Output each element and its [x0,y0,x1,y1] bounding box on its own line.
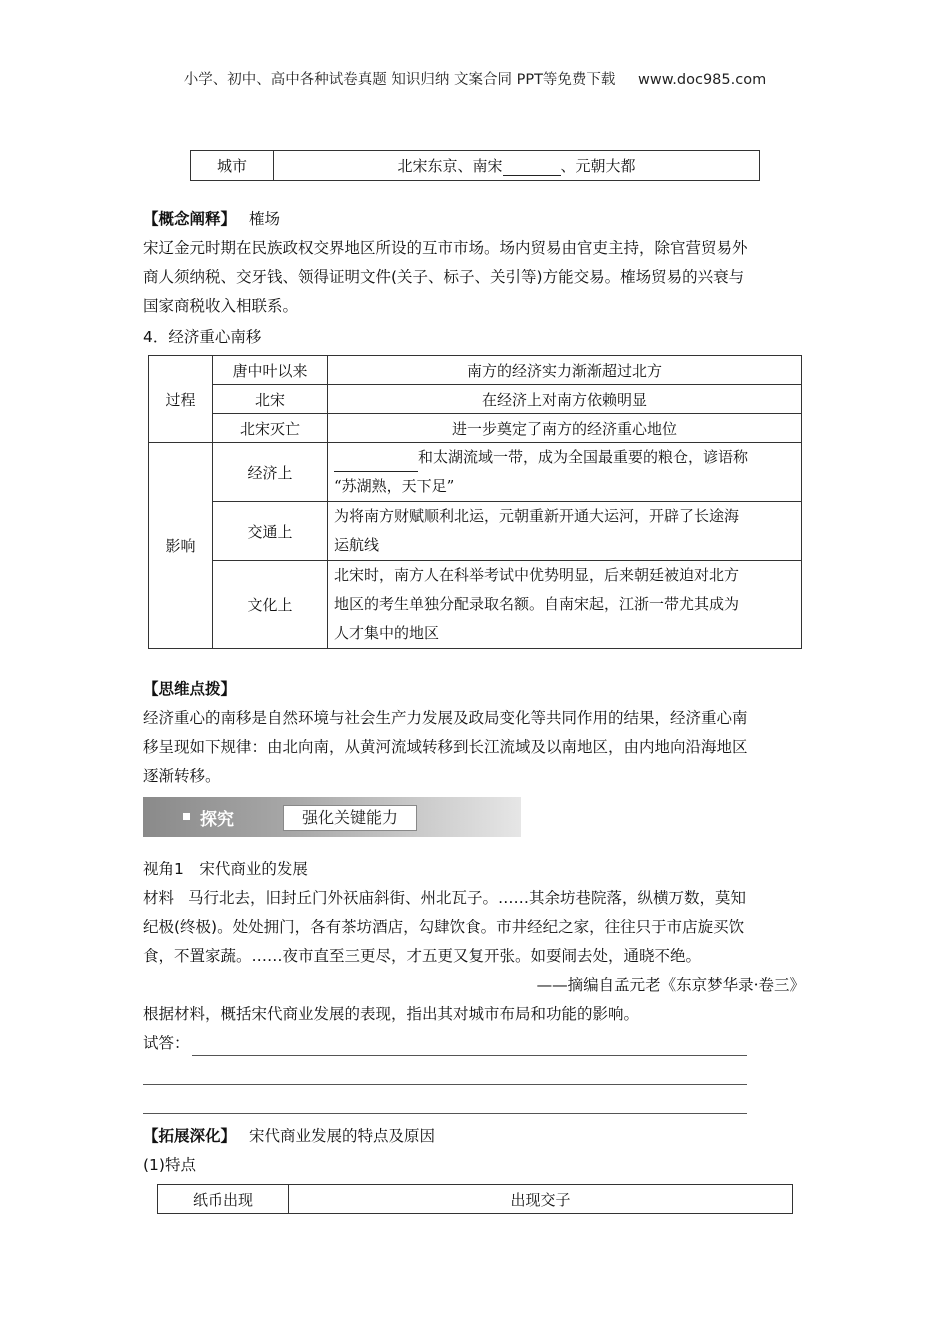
impact-desc-1 [328,443,802,502]
answer-line-3[interactable] [143,1113,747,1114]
concept-line-1: 宋辽金元时期在民族政权交界地区所设的互市市场。场内贸易由官吏主持，除官营贸易外 [143,239,748,257]
header-text: 小学、初中、高中各种试卷真题 知识归纳 文案合同 PPT等免费下载 [183,72,616,88]
square-icon [183,813,190,820]
feature-label: 纸币出现 [158,1185,289,1214]
impact-aspect-2: 交通上 [213,502,328,561]
perspective-title: 视角1 宋代商业的发展 [143,860,308,878]
process-period-3: 北宋灭亡 [213,414,328,443]
impact-desc-3-line-3: 人才集中的地区 [334,624,440,642]
extension-section [143,1122,823,1180]
concept-line-3: 国家商税收入相联系。 [143,297,299,315]
process-period-2: 北宋 [213,385,328,414]
extension-sub: (1)特点 [143,1156,196,1174]
concept-tag: 【概念阐释】 [143,210,237,228]
impact-desc-2 [328,502,802,561]
impact-desc-3-line-1: 北宋时，南方人在科举考试中优势明显，后来朝廷被迫对北方 [334,566,740,584]
process-period-1: 唐中叶以来 [213,356,328,385]
impact-aspect-3: 文化上 [213,561,328,649]
impact-desc-3-line-2: 地区的考生单独分配录取名额。自南宋起，江浙一带尤其成为 [334,595,740,613]
material-line-1 [143,884,823,913]
banner-dark [143,805,283,829]
material-line-3: 食，不置家蔬。……夜市直至三更尽，才五更又复开张。如耍闹去处，通晓不绝。 [143,947,702,965]
concept-line-2: 商人须纳税、交牙钱、领得证明文件(关子、标子、关引等)方能交易。榷场贸易的兴衰与 [143,268,745,286]
banner-light-text: 强化关键能力 [283,805,417,831]
extension-tag: 【拓展深化】 [143,1127,237,1145]
impact-desc-1-line-1: 和太湖流域一带，成为全国最重要的粮仓，谚语称 [418,448,749,466]
section-4-title: 4．经济重心南移 [143,328,262,346]
answer-label: 试答： [143,1034,190,1052]
extension-heading [143,1122,823,1151]
extension-title: 宋代商业发展的特点及原因 [248,1127,435,1145]
thinking-line-3: 逐渐转移。 [143,767,221,785]
perspective-section [143,855,823,1058]
impact-desc-1-line-2: “苏湖熟，天下足” [334,477,455,495]
material-text-1: 马行北去，旧封丘门外祆庙斜街、州北瓦子。……其余坊巷院落，纵横万数，莫知 [188,889,747,907]
question-text: 根据材料，概括宋代商业发展的表现，指出其对城市布局和功能的影响。 [143,1005,640,1023]
impact-desc-2-line-2: 运航线 [334,536,380,554]
city-label: 城市 [191,151,274,181]
concept-section [143,205,823,321]
shift-table [148,355,802,649]
banner-dark-text: 探究 [200,810,234,830]
answer-line-1[interactable] [192,1055,747,1056]
answer-line-2[interactable] [143,1084,747,1085]
process-desc-3: 进一步奠定了南方的经济重心地位 [328,414,802,443]
concept-heading [143,205,823,234]
explore-banner [143,797,521,837]
process-desc-1: 南方的经济实力渐渐超过北方 [328,356,802,385]
impact-aspect-1: 经济上 [213,443,328,502]
material-source: ——摘编自孟元老《东京梦华录·卷三》 [536,976,805,994]
city-value [274,151,760,181]
feature-value: 出现交子 [289,1185,793,1214]
concept-term: 榷场 [248,210,280,228]
thinking-line-2: 移呈现如下规律：由北向南，从黄河流域转移到长江流域及以南地区，由内地向沿海地区 [143,738,748,756]
feature-table [157,1184,793,1214]
city-table [190,150,760,181]
impact-desc-3 [328,561,802,649]
thinking-section [143,675,823,791]
thinking-line-1: 经济重心的南移是自然环境与社会生产力发展及政局变化等共同作用的结果，经济重心南 [143,709,748,727]
page-header [0,68,950,89]
city-before: 北宋东京、南宋 [397,157,503,175]
process-desc-2: 在经济上对南方依赖明显 [328,385,802,414]
process-label: 过程 [149,356,213,443]
impact-label: 影响 [149,443,213,649]
impact-desc-2-line-1: 为将南方财赋顺利北运，元朝重新开通大运河，开辟了长途海 [334,507,740,525]
material-line-2: 纪极(终极)。处处拥门，各有茶坊酒店，勾肆饮食。市井经纪之家，往往只于市店旋买饮 [143,918,745,936]
thinking-tag: 【思维点拨】 [143,680,237,698]
city-blank[interactable] [503,175,561,176]
city-after: 、元朝大都 [560,157,636,175]
header-url[interactable]: www.doc985.com [638,72,767,88]
material-label: 材料 [143,889,175,907]
